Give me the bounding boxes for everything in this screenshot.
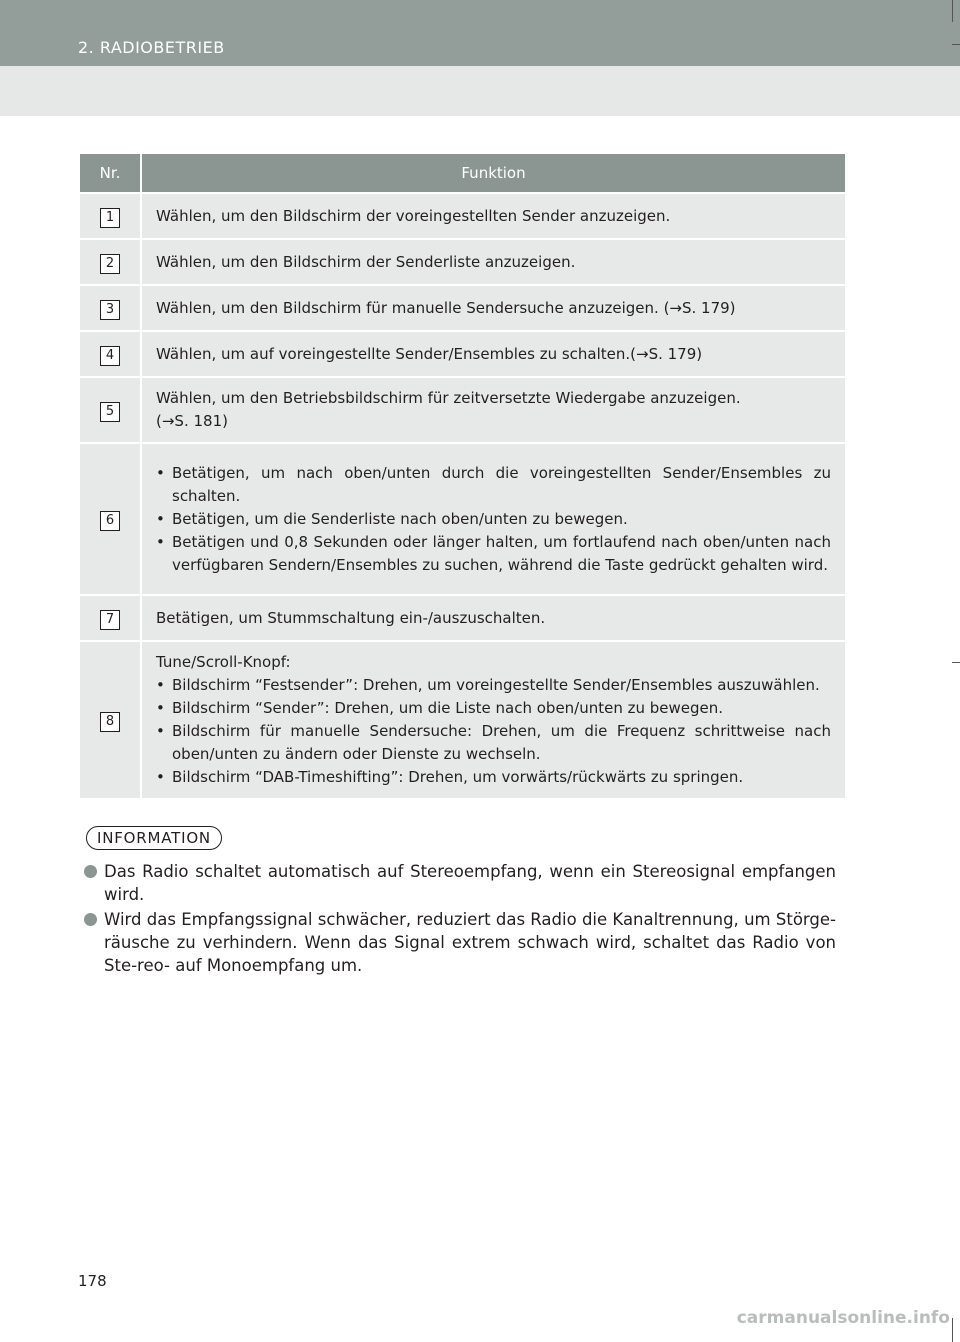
page-number: 178: [78, 1272, 107, 1290]
table-row: [80, 192, 845, 238]
number-box: 7: [100, 610, 120, 630]
table-row: [80, 640, 845, 798]
table-row: [80, 284, 845, 330]
number-box: 6: [100, 511, 120, 531]
list-item: • Betätigen und 0,8 Sekunden oder länger halten, um fortlaufend nach oben/unten nach verfügbaren Sendern/Ensembles zu suchen, während die Taste gedrückt gehalten wird.: [156, 531, 831, 577]
section-header-band: [0, 0, 960, 66]
information-badge: INFORMATION: [86, 826, 222, 850]
page-reference: (→S. 181): [156, 412, 228, 430]
table-row: [80, 376, 845, 442]
number-box: 4: [100, 346, 120, 366]
bullet-dot-icon: [84, 913, 97, 926]
number-box: 1: [100, 208, 120, 228]
crop-mark: [952, 662, 960, 663]
nr-cell: [80, 594, 142, 640]
number-box: 3: [100, 300, 120, 320]
table-row: [80, 238, 845, 284]
function-cell: Wählen, um den Bildschirm für manuelle Sendersuche anzuzeigen. (→S. 179): [142, 284, 845, 330]
list-item: • Bildschirm “Sender”: Drehen, um die Liste nach oben/unten zu bewegen.: [156, 697, 831, 720]
function-text: Wählen, um den Betriebsbildschirm für zeitversetzte Wiedergabe anzuzeigen.: [156, 389, 741, 407]
nr-cell: [80, 284, 142, 330]
function-cell: Wählen, um auf voreingestellte Sender/Ensembles zu schalten.(→S. 179): [142, 330, 845, 376]
header-sub-band: [0, 66, 960, 116]
list-item: [84, 908, 836, 977]
number-box: 2: [100, 254, 120, 274]
info-text: Wird das Empfangssignal schwächer, reduziert das Radio die Kanaltrennung, um Störge-räusche zu verhindern. Wenn das Signal extrem schwach wird, schaltet das Radio von Ste-reo- auf Monoempfang um.: [104, 910, 836, 975]
number-box: 5: [100, 402, 120, 422]
information-list: [84, 860, 836, 979]
list-item: • Bildschirm für manuelle Sendersuche: Drehen, um die Frequenz schrittweise nach oben/unten zu ändern oder Dienste zu wechseln.: [156, 720, 831, 766]
table-row: [80, 594, 845, 640]
column-header-nr: Nr.: [80, 154, 142, 192]
knob-title: Tune/Scroll-Knopf:: [156, 653, 291, 671]
bullet-list: [156, 674, 831, 789]
bullet-dot-icon: [84, 865, 97, 878]
watermark: carmanualsonline.info: [736, 1308, 950, 1328]
list-item: • Betätigen, um nach oben/unten durch die voreingestellten Sender/Ensembles zu schalten.: [156, 462, 831, 508]
function-cell: Wählen, um den Bildschirm der voreingestellten Sender anzuzeigen.: [142, 192, 845, 238]
bullet-list: [156, 462, 831, 577]
list-item: • Bildschirm “Festsender”: Drehen, um voreingestellte Sender/Ensembles auszuwählen.: [156, 674, 831, 697]
list-item: • Betätigen, um die Senderliste nach oben/unten zu bewegen.: [156, 508, 831, 531]
function-cell: [142, 442, 845, 594]
function-cell: Wählen, um den Bildschirm der Senderliste anzuzeigen.: [142, 238, 845, 284]
nr-cell: [80, 640, 142, 798]
info-text: Das Radio schaltet automatisch auf Stereoempfang, wenn ein Stereosignal empfangen wird.: [104, 862, 836, 904]
function-cell: [142, 640, 845, 798]
nr-cell: [80, 192, 142, 238]
table-header-row: [80, 154, 845, 192]
list-item: • Bildschirm “DAB-Timeshifting”: Drehen, um vorwärts/rückwärts zu springen.: [156, 766, 831, 789]
crop-mark: [952, 44, 960, 45]
table-row: [80, 442, 845, 594]
column-header-function: Funktion: [142, 154, 845, 192]
crop-mark: [952, 1318, 953, 1342]
nr-cell: [80, 330, 142, 376]
function-table: [80, 154, 845, 798]
nr-cell: [80, 238, 142, 284]
function-cell: Betätigen, um Stummschaltung ein-/auszuschalten.: [142, 594, 845, 640]
function-cell: [142, 376, 845, 442]
table-row: [80, 330, 845, 376]
crop-mark: [952, 0, 953, 22]
list-item: [84, 860, 836, 906]
nr-cell: [80, 376, 142, 442]
number-box: 8: [100, 712, 120, 732]
nr-cell: [80, 442, 142, 594]
section-title: 2. RADIOBETRIEB: [78, 38, 225, 57]
